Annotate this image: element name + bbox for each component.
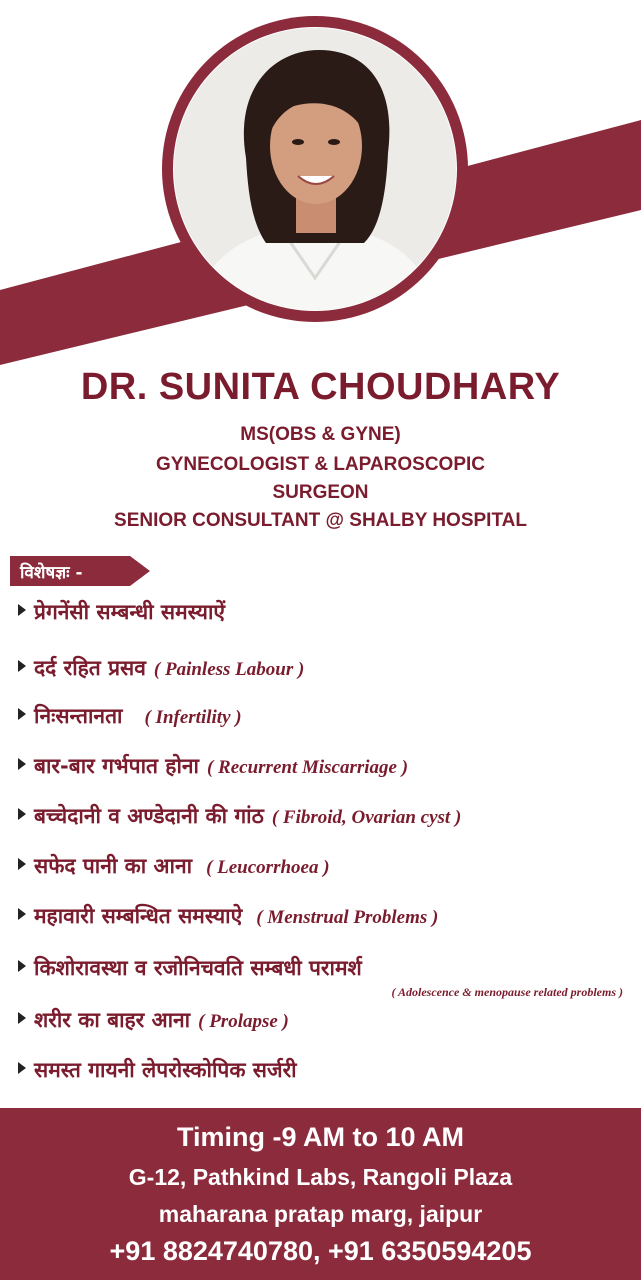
service-hindi: बच्चेदानी व अण्डेदानी की गांठ <box>34 804 264 828</box>
bullet-arrow-icon <box>18 1062 26 1074</box>
service-hindi: प्रेगनेंसी सम्बन्धी समस्याऐं <box>34 600 226 624</box>
phone-numbers[interactable]: +91 8824740780, +91 6350594205 <box>109 1236 532 1266</box>
service-hindi: निःसन्तानता <box>34 704 123 728</box>
bullet-arrow-icon <box>18 758 26 770</box>
bullet-arrow-icon <box>18 1012 26 1024</box>
service-hindi: शरीर का बाहर आना <box>34 1008 191 1032</box>
address-line1: G-12, Pathkind Labs, Rangoli Plaza <box>128 1164 513 1190</box>
doctor-position: SENIOR CONSULTANT @ SHALBY HOSPITAL <box>114 510 527 531</box>
doctor-photo <box>174 28 456 310</box>
specialities-heading: विशेषज्ञः - <box>20 563 83 583</box>
address-line2: maharana pratap marg, jaipur <box>158 1201 483 1227</box>
doctor-role-line1: GYNECOLOGIST & LAPAROSCOPIC <box>155 454 485 475</box>
doctor-qualification: MS(OBS & GYNE) <box>240 424 401 445</box>
bullet-arrow-icon <box>18 858 26 870</box>
timing-text: Timing -9 AM to 10 AM <box>176 1122 464 1152</box>
bullet-arrow-icon <box>18 808 26 820</box>
service-english: ( Leucorrhoea ) <box>206 857 330 878</box>
service-english: ( Fibroid, Ovarian cyst ) <box>271 807 462 828</box>
contact-footer <box>0 1108 641 1280</box>
service-english: ( Painless Labour ) <box>153 659 305 680</box>
bullet-arrow-icon <box>18 660 26 672</box>
bullet-arrow-icon <box>18 708 26 720</box>
doctor-name: DR. SUNITA CHOUDHARY <box>80 366 561 408</box>
service-english: ( Menstrual Problems ) <box>256 907 439 928</box>
bullet-arrow-icon <box>18 960 26 972</box>
specialities-heading-tag <box>0 556 155 586</box>
bullet-arrow-icon <box>18 908 26 920</box>
service-english: ( Prolapse ) <box>198 1011 289 1032</box>
service-note: ( Adolescence & menopause related problems ) <box>391 985 623 999</box>
service-english: ( Infertility ) <box>144 707 242 728</box>
service-hindi: बार-बार गर्भपात होना <box>34 754 199 778</box>
service-hindi: समस्त गायनी लेपरोस्कोपिक सर्जरी <box>34 1058 297 1082</box>
service-hindi: किशोरावस्था व रजोनिचवति सम्बधी परामर्श <box>34 956 362 980</box>
service-hindi: महावारी सम्बन्धित समस्याऐ <box>34 904 243 928</box>
doctor-role-line2: SURGEON <box>272 482 369 503</box>
service-hindi: सफेद पानी का आना <box>34 854 193 878</box>
service-hindi: दर्द रहित प्रसव <box>34 656 146 680</box>
service-english: ( Recurrent Miscarriage ) <box>206 757 409 778</box>
bullet-arrow-icon <box>18 604 26 616</box>
